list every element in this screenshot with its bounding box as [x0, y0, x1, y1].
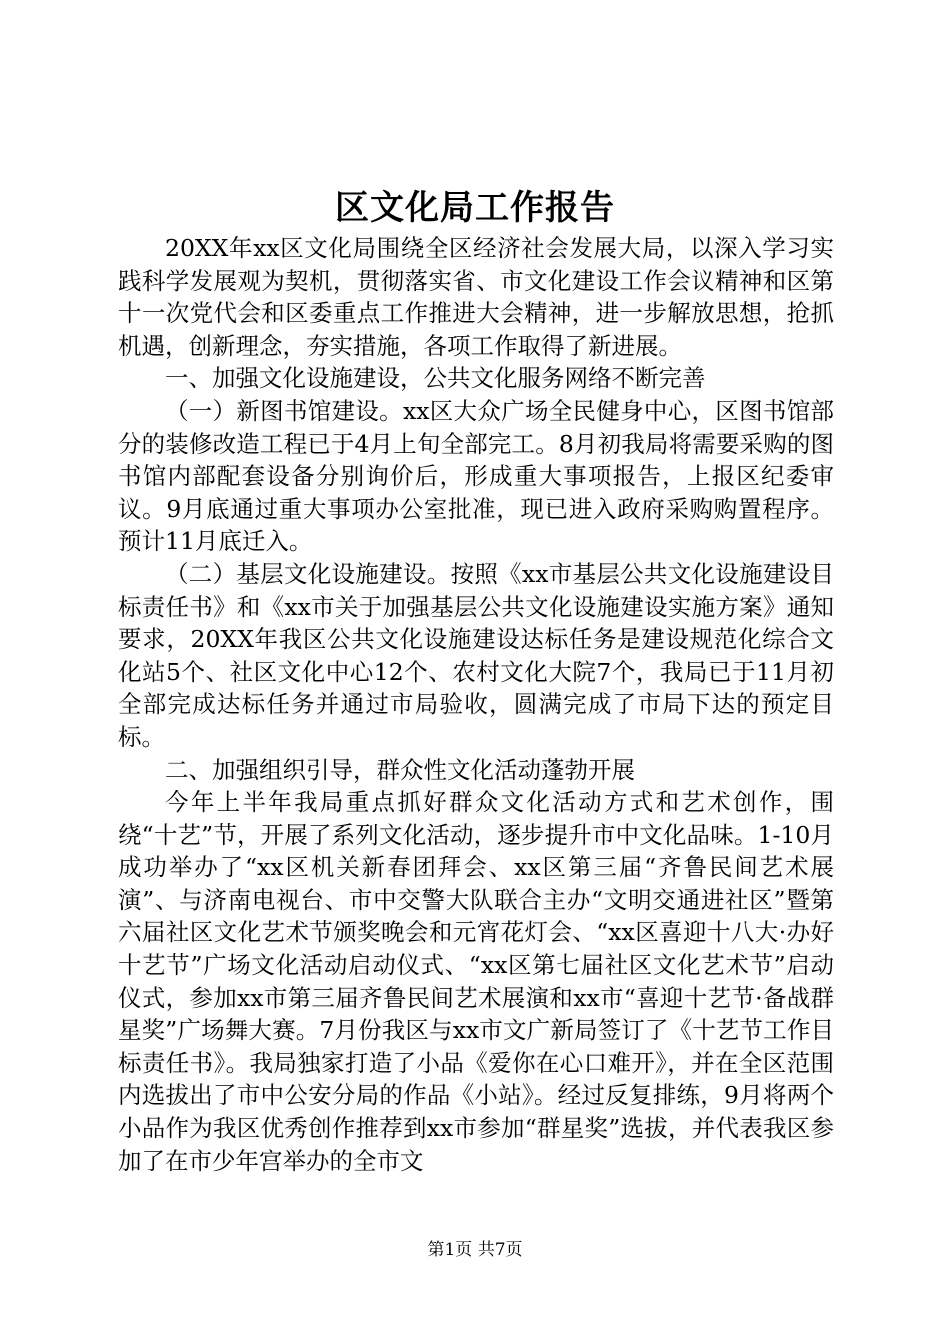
section-heading-1: 一、加强文化设施建设，公共文化服务网络不断完善 [165, 364, 706, 393]
subsection-paragraph-library: （一）新图书馆建设。xx区大众广场全民健身中心，区图书馆部分的装修改造工程已于4月上旬全部完工。8月初我局将需要采购的图书馆内部配套设备分别询价后，形成重大事项报告，上报区纪委审议。9月底通过重大事项办公室批准，现已进入政府采购购置程序。预计11月底迁入。 [118, 396, 834, 556]
document-title: 区文化局工作报告 [335, 188, 615, 228]
activities-paragraph: 今年上半年我局重点抓好群众文化活动方式和艺术创作，围绕“十艺”节，开展了系列文化活动，逐步提升市中文化品味。1-10月成功举办了“xx区机关新春团拜会、xx区第三届“齐鲁民间艺术展演”、与济南电视台、市中交警大队联合主办“文明交通进社区”暨第六届社区文化艺术节颁奖晚会和元宵花灯会、“xx区喜迎十八大·办好十艺节”广场文化活动启动仪式、“xx区第七届社区文化艺术节”启动仪式，参加xx市第三届齐鲁民间艺术展演和xx市“喜迎十艺节·备战群星奖”广场舞大赛。7月份我区与xx市文广新局签订了《十艺节工作目标责任书》。我局独家打造了小品《爱你在心口难开》，并在全区范围内选拔出了市中公安分局的作品《小站》。经过反复排练，9月将两个小品作为我区优秀创作推荐到xx市参加“群星奖”选拔，并代表我区参加了在市少年宫举办的全市文 [118, 788, 834, 1175]
intro-paragraph: 20XX年xx区文化局围绕全区经济社会发展大局，以深入学习实践科学发展观为契机，贯彻落实省、市文化建设工作会议精神和区第十一次党代会和区委重点工作推进大会精神，进一步解放思想，抢抓机遇，创新理念，夯实措施，各项工作取得了新进展。 [118, 234, 834, 360]
section-heading-2: 二、加强组织引导，群众性文化活动蓬勃开展 [165, 755, 635, 784]
page-number-footer: 第1页 共7页 [427, 1240, 523, 1260]
subsection-paragraph-facilities: （二）基层文化设施建设。按照《xx市基层公共文化设施建设目标责任书》和《xx市关于加强基层公共文化设施建设实施方案》通知要求，20XX年我区公共文化设施建设达标任务是建设规范化综合文化站5个、社区文化中心12个、农村文化大院7个，我局已于11月初全部完成达标任务并通过市局验收，圆满完成了市局下达的预定目标。 [118, 559, 834, 751]
document-body [118, 232, 834, 1177]
